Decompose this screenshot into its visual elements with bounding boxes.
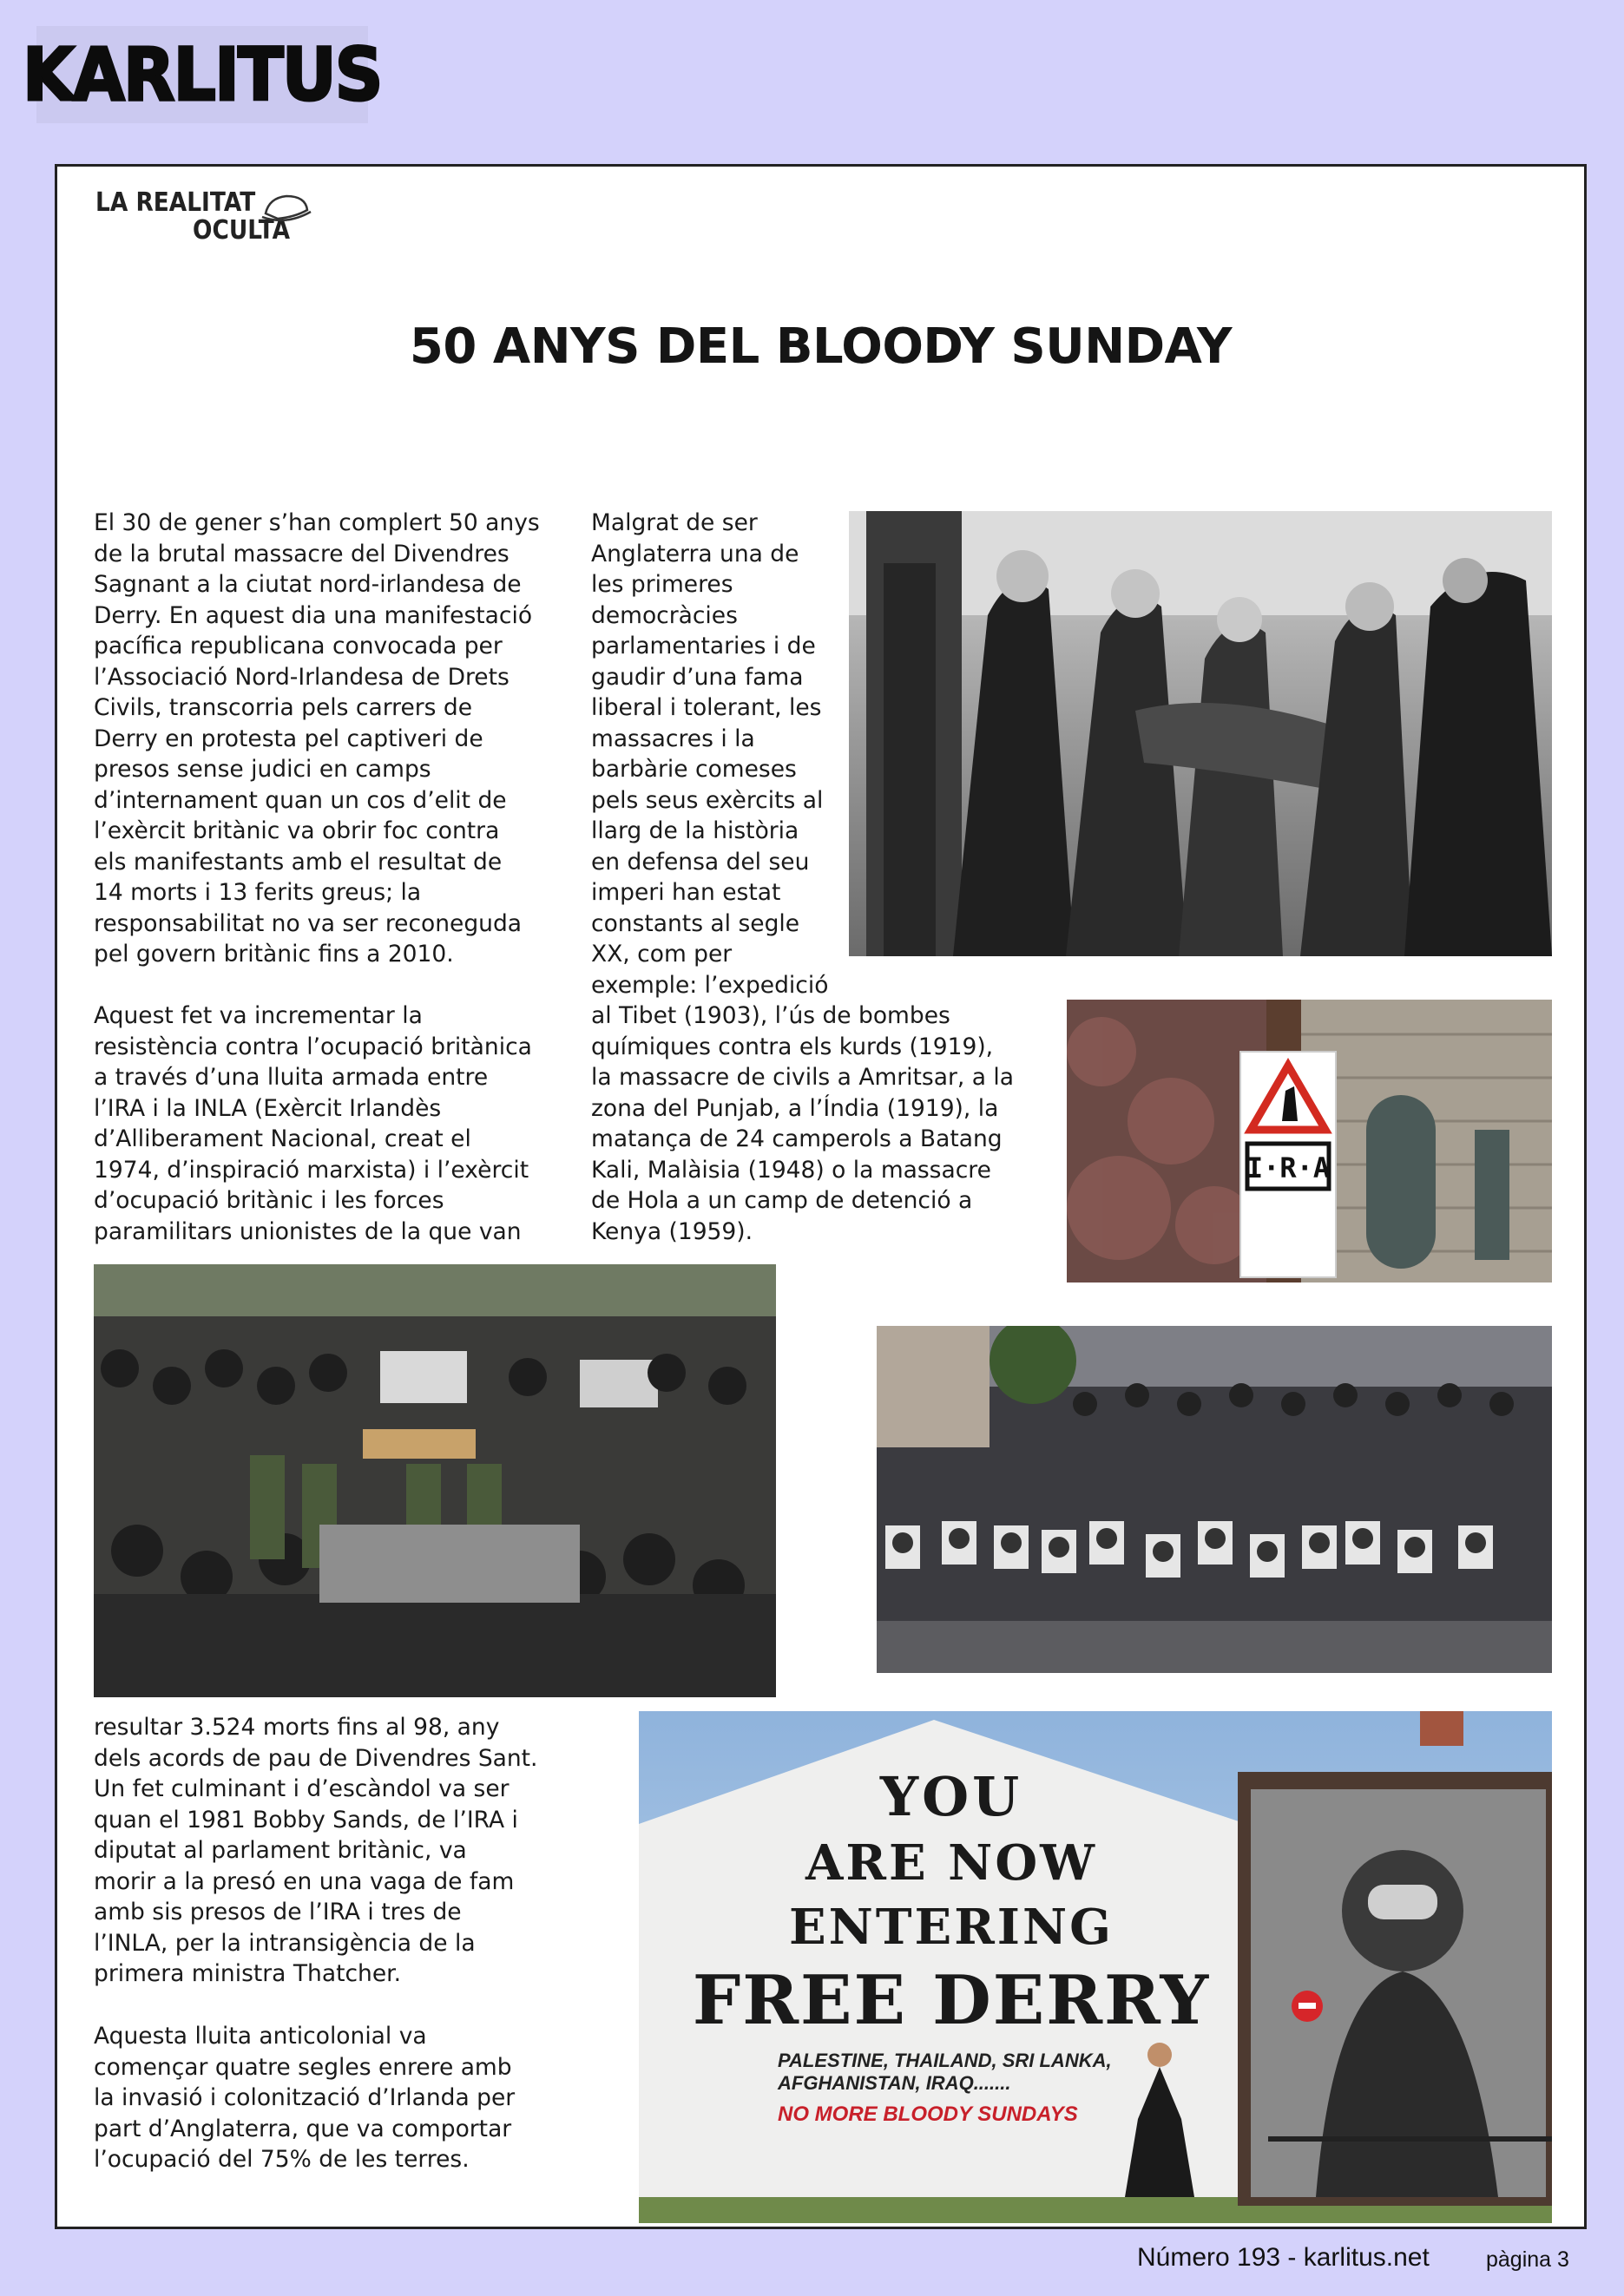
mural-line-7: NO MORE BLOODY SUNDAYS: [778, 2102, 1078, 2126]
article-paragraph-2: Aquest fet va incrementar la resistència contra l’ocupació britànica a través d’una lluita armada entre l’IRA i la INLA (Exèrcit Irlandès d’Alliberament Nacional, creat el 1974, d’inspiració marxista) i l’exèrcit d’ocupació britànic i les forces paramilitars unionistes de la que van: [94, 1002, 532, 1245]
photo-funeral-crowd: [94, 1264, 776, 1697]
mural-line-6: AFGHANISTAN, IRAQ.......: [778, 2072, 1011, 2094]
photo-wounded-carried: [849, 511, 1552, 956]
footer-page-number: pàgina 3: [1486, 2247, 1569, 2272]
article-paragraph-4: al Tibet (1903), l’ús de bombes químiques contra els kurds (1919), la massacre de civils a Amritsar, a la zona del Punjab, a l’Índia (1919), la matança de 24 camperols a Batang Kali, Malàisia (1948) o la massacre de Hola a un camp de detenció a Kenya (1959).: [591, 1002, 1014, 1245]
sign-text: I·R·A: [1246, 1151, 1331, 1184]
mural-line-5: PALESTINE, THAILAND, SRI LANKA,: [778, 2050, 1112, 2071]
photo-ira-sign: [1067, 1000, 1552, 1282]
article-paragraph-6: Aquesta lluita anticolonial va començar quatre segles enrere amb la invasió i colonització d’Irlanda per part d’Anglaterra, que va comportar l’ocupació del 75% de les terres.: [94, 2023, 516, 2173]
mural-line-2: ARE NOW: [805, 1834, 1098, 1892]
article-paragraph-1: El 30 de gener s’han complert 50 anys de la brutal massacre del Divendres Sagnant a la ciutat nord-irlandesa de Derry. En aquest dia una manifestació pacífica republicana convocada per l’Associació Nord-Irlandesa de Drets Civils, transcorria pels carrers de Derry en protesta pel captiveri de presos sense judici en camps d’internament quan un cos d’elit de l’exèrcit britànic va obrir foc contra els manifestants amb el resultat de 14 morts i 13 ferits greus; la responsabilitat no va ser reconeguda pel govern britànic fins a 2010.: [94, 509, 540, 968]
article-paragraph-5: resultar 3.524 morts fins al 98, any dels acords de pau de Divendres Sant. Un fet culminant i d’escàndol va ser quan el 1981 Bobby Sands, de l’IRA i diputat al parlament britànic, va morir a la presó en una vaga de fam amb sis presos de l’IRA i tres de l’INLA, per la intransigència de la primera ministra Thatcher.: [94, 1714, 538, 1987]
masthead: [23, 26, 382, 123]
section-logo: [95, 187, 321, 248]
section-logo-line2: OCULTA: [193, 215, 291, 246]
footer-issue: Número 193 - karlitus.net: [1137, 2243, 1430, 2272]
photo-free-derry-mural: [639, 1711, 1552, 2223]
masthead-title: KARLITUS: [23, 32, 382, 117]
mural-line-4: FREE DERRY: [692, 1961, 1211, 2040]
photo-commemoration-march: [877, 1326, 1552, 1673]
article-paragraph-3: Malgrat de ser Anglaterra una de les primeres democràcies parlamentaries i de gaudir d’una fama liberal i tolerant, les massacres i la barbàrie comeses pels seus exèrcits al llarg de la història en defensa del seu imperi han estat constants al segle XX, com per exemple: l’expedició: [591, 509, 829, 999]
article-headline: 50 ANYS DEL BLOODY SUNDAY: [409, 318, 1233, 375]
article-page: [55, 164, 1587, 2229]
mural-line-3: ENTERING: [789, 1899, 1114, 1956]
hat-icon: [260, 191, 312, 226]
section-logo-line1: LA REALITAT: [95, 187, 256, 218]
mural-line-1: YOU: [879, 1765, 1023, 1828]
